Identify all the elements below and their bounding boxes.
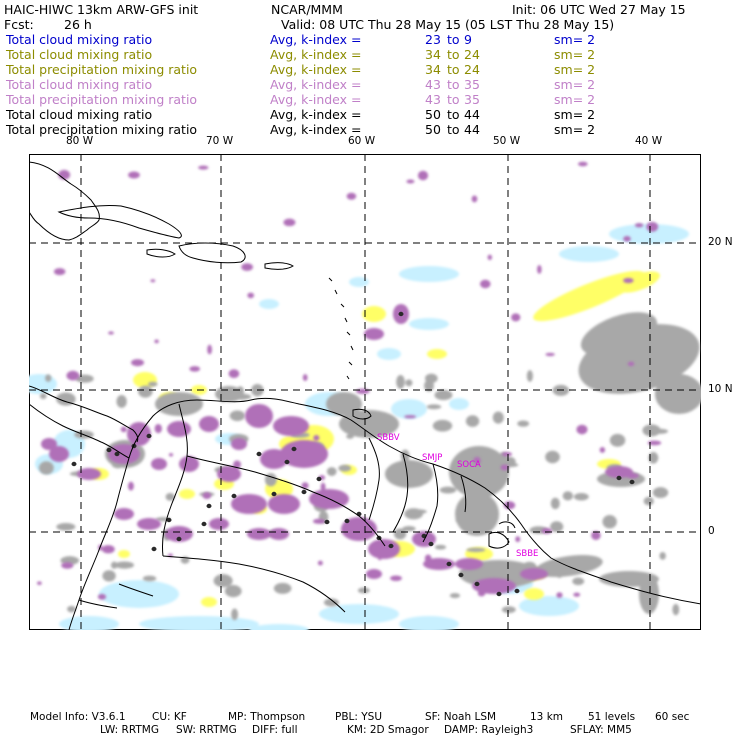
gray-speck [642,424,660,436]
legend-to: 35 [464,92,480,107]
purple-speck [573,593,580,597]
purple-cell [366,569,382,579]
org-label: NCAR/MMM [271,2,343,17]
gray-speck [225,585,242,597]
purple-speck [406,180,414,184]
gray-speck [115,562,134,569]
gray-speck [402,526,415,531]
convective-core [317,477,322,481]
purple-cell [114,508,134,520]
convective-core [107,448,112,452]
init-time: Init: 06 UTC Wed 27 May 15 [512,2,686,17]
purple-cell [247,528,271,540]
legend-sm: sm= 2 [554,92,596,107]
convective-core [345,519,350,523]
gray-speck [545,451,560,463]
legend-from: 43 [425,92,441,107]
purple-cell [273,416,309,436]
legend-sm: sm= 2 [554,62,596,77]
purple-cell [520,568,548,580]
purple-speck [37,581,42,585]
gray-speck [338,465,351,472]
purple-speck [542,528,553,534]
cyan-patch [559,246,619,262]
model-info-item: 13 km [530,711,564,723]
legend-sm: sm= 2 [554,77,596,92]
convective-core [459,573,464,577]
purple-speck [241,263,253,271]
gray-speck [665,391,683,403]
purple-cell [245,404,273,428]
gray-speck [574,493,589,501]
legend-to: 35 [464,77,480,92]
legend-stat: Avg, k-index = [270,122,362,137]
legend-name: Total precipitation mixing ratio [6,122,198,137]
yellow-patch [427,349,447,359]
legend-to-word: to [447,92,460,107]
gray-speck [433,420,452,432]
purple-speck [98,594,106,600]
purple-speck [626,473,639,478]
purple-speck [480,280,491,288]
purple-speck [303,374,308,381]
gray-speck [67,606,76,612]
purple-speck [502,452,512,456]
convective-core [497,592,502,596]
purple-speck [102,545,115,553]
yellow-patch [118,550,130,558]
gray-speck [563,491,573,500]
purple-speck [545,353,554,356]
gray-speck [493,411,504,423]
purple-speck [66,371,79,381]
gray-speck [143,576,156,582]
purple-speck [229,369,240,378]
purple-cell [231,438,247,450]
cyan-patch [519,596,579,616]
yellow-patch [179,489,195,499]
purple-speck [356,389,370,394]
gray-speck [615,576,631,583]
legend-name: Total cloud mixing ratio [6,32,153,47]
cyan-patch [349,277,369,287]
purple-speck [623,278,634,283]
legend-name: Total cloud mixing ratio [6,77,153,92]
yellow-patch [362,306,386,322]
gray-speck [148,382,157,387]
purple-speck [318,561,323,566]
legend-row [6,32,726,47]
gray-speck [138,386,152,398]
legend-to-word: to [447,32,460,47]
legend-name: Total precipitation mixing ratio [6,92,198,107]
legend-row [6,92,726,107]
gray-speck [435,545,446,550]
lon-label: 40 W [635,135,663,147]
gray-speck [40,393,47,399]
purple-speck [511,313,520,321]
gray-speck [572,577,584,585]
purple-speck [189,366,200,372]
legend-sm: sm= 2 [554,32,596,47]
purple-cell [260,449,288,469]
model-info-item: DIFF: full [252,724,298,736]
purple-speck [556,592,562,598]
lat-label: 20 N [708,236,733,248]
gray-speck [346,434,354,439]
convective-core [152,547,157,551]
lat-label: 0 [708,525,715,537]
model-info-item: LW: RRTMG [100,724,159,736]
purple-speck [321,483,326,492]
purple-cell [455,558,483,570]
gray-speck [502,606,516,613]
gray-cloud [449,446,509,498]
model-info-item: KM: 2D Smagor [347,724,429,736]
convective-core [515,589,520,593]
legend-row [6,47,726,62]
purple-speck [128,482,134,491]
purple-speck [418,171,428,181]
gray-speck [450,593,460,598]
gray-speck [237,386,244,396]
gray-speck [434,390,452,400]
purple-speck [404,415,416,418]
lon-label: 60 W [348,135,376,147]
legend-sm: sm= 2 [554,122,596,137]
yellow-patch [524,588,544,600]
legend-to: 24 [464,47,480,62]
purple-speck [635,223,643,227]
gray-speck [56,523,75,531]
gray-speck [610,434,625,447]
convective-core [285,460,290,464]
model-info-item: SF: Noah LSM [425,711,497,723]
gray-speck [102,570,115,581]
gray-speck [602,515,616,528]
legend-from: 50 [425,107,441,122]
gray-speck [358,588,370,594]
gray-speck [45,374,51,381]
purple-cell [199,416,219,432]
purple-speck [425,554,432,562]
legend-stat: Avg, k-index = [270,77,362,92]
model-info-item: 60 sec [655,711,690,723]
legend-to: 44 [464,122,480,137]
gray-speck [466,415,479,427]
gray-speck [482,451,489,463]
gray-speck [556,568,564,578]
gray-speck [644,497,654,506]
purple-cell [269,528,289,540]
gray-cloud [455,492,499,536]
cyan-patch [449,398,469,410]
purple-speck [203,492,211,499]
purple-speck [121,427,127,433]
legend-name: Total cloud mixing ratio [6,107,153,122]
purple-cell [209,518,229,530]
gray-speck [427,404,441,409]
gray-speck [214,574,233,587]
purple-speck [54,268,65,275]
convective-core [207,504,212,508]
gray-speck [653,487,668,498]
valid-time: Valid: 08 UTC Thu 28 May 15 (05 LST Thu 28 May 15) [281,17,615,32]
convective-core [272,492,277,496]
purple-speck [578,162,588,167]
map-plot [29,154,701,630]
purple-speck [347,193,357,200]
purple-speck [472,195,478,202]
legend-to: 9 [464,32,472,47]
legend-from: 43 [425,77,441,92]
legend-from: 34 [425,47,441,62]
station-label: SBBV [377,433,400,443]
legend-to-word: to [447,47,460,62]
cyan-patch [409,318,449,330]
legend-to-word: to [447,107,460,122]
legend-sm: sm= 2 [554,107,596,122]
gray-speck [327,467,337,476]
gray-speck [527,370,533,382]
purple-speck [150,279,155,282]
purple-speck [478,590,486,596]
convective-core [429,542,434,546]
convective-core [325,520,330,524]
convective-core [630,480,635,484]
gray-speck [404,508,423,519]
gray-speck [231,609,238,621]
purple-speck [58,170,70,180]
purple-cell [127,422,151,446]
gray-speck [39,461,54,474]
legend-to-word: to [447,62,460,77]
convective-core [617,476,622,480]
model-info-item: PBL: YSU [335,711,383,723]
purple-speck [488,255,492,260]
convective-core [202,522,207,526]
legend-name: Total cloud mixing ratio [6,47,153,62]
purple-speck [155,424,162,433]
purple-speck [131,359,144,366]
fcst-value: 26 h [64,17,92,32]
purple-speck [198,166,208,170]
convective-core [302,490,307,494]
purple-speck [576,425,587,435]
purple-speck [169,453,173,456]
station-label: SBBE [516,549,539,559]
legend-stat: Avg, k-index = [270,47,362,62]
legend-row [6,77,726,92]
purple-speck [623,236,631,242]
legend-row [6,107,726,122]
purple-speck [108,331,114,334]
gray-speck [396,375,405,389]
lat-label: 10 N [708,383,733,395]
legend-sm: sm= 2 [554,47,596,62]
cyan-patch [259,299,279,309]
gray-speck [219,389,227,402]
legend-to: 24 [464,62,480,77]
model-info-item: CU: KF [152,711,187,723]
cyan-patch [377,348,401,360]
purple-speck [646,222,658,232]
yellow-patch [201,597,217,607]
purple-speck [390,575,402,581]
convective-core [177,537,182,541]
gray-speck [440,487,456,494]
convective-core [447,562,452,566]
purple-speck [247,293,254,299]
purple-cell [137,518,161,530]
lon-label: 50 W [493,135,521,147]
lon-label: 70 W [206,135,234,147]
legend-stat: Avg, k-index = [270,107,362,122]
purple-cell [368,539,400,559]
gray-speck [466,548,485,552]
gray-speck [230,410,245,421]
gray-speck [551,498,560,509]
gray-cloud [639,574,659,614]
convective-core [147,434,152,438]
cyan-patch [319,604,399,624]
purple-cell [41,438,57,450]
station-label: SOCA [457,460,481,470]
legend-from: 50 [425,122,441,137]
gray-speck [116,395,126,408]
gray-speck [333,394,347,403]
purple-speck [537,265,542,274]
legend-from: 34 [425,62,441,77]
gray-cloud [385,460,433,488]
fcst-label: Fcst: [4,17,34,32]
convective-core [389,544,394,548]
convective-core [257,452,262,456]
purple-speck [128,172,140,179]
cyan-patch [399,266,459,282]
legend-stat: Avg, k-index = [270,92,362,107]
gray-speck [405,379,412,386]
purple-speck [377,552,382,561]
legend-from: 23 [425,32,441,47]
purple-speck [154,339,158,343]
purple-speck [515,536,520,542]
model-info-item: 51 levels [588,711,636,723]
purple-cell [151,458,167,470]
purple-speck [313,435,319,441]
purple-cell [364,328,384,340]
purple-speck [133,449,139,459]
legend-row [6,62,726,77]
purple-speck [600,447,605,453]
model-info-item: DAMP: Rayleigh3 [444,724,534,736]
gray-speck [659,552,665,560]
convective-core [72,462,77,466]
legend-to: 44 [464,107,480,122]
legend-stat: Avg, k-index = [270,32,362,47]
convective-core [232,494,237,498]
model-info-item: MP: Thompson [228,711,306,723]
legend-to-word: to [447,77,460,92]
model-info-item: Model Info: V3.6.1 [30,711,126,723]
convective-core [475,582,480,586]
purple-speck [224,475,235,481]
legend-stat: Avg, k-index = [270,62,362,77]
purple-speck [61,562,73,569]
station-label: SMJP [422,453,443,463]
cyan-patch [99,580,179,608]
model-title: HAIC-HIWC 13km ARW-GFS init [4,2,199,17]
purple-speck [313,519,325,524]
lon-label: 80 W [66,135,94,147]
purple-speck [628,362,635,367]
convective-core [399,312,404,316]
purple-cell [268,494,300,514]
gray-speck [672,604,679,615]
legend-name: Total precipitation mixing ratio [6,62,198,77]
gray-speck [517,420,529,426]
convective-core [292,447,297,451]
gray-speck [274,583,292,594]
purple-speck [283,219,295,227]
gray-speck [455,518,474,524]
model-info-item: SFLAY: MM5 [570,724,632,736]
legend-to-word: to [447,122,460,137]
purple-cell [231,494,267,514]
model-info-item: SW: RRTMG [176,724,237,736]
purple-speck [207,345,212,355]
purple-cell [167,421,191,437]
